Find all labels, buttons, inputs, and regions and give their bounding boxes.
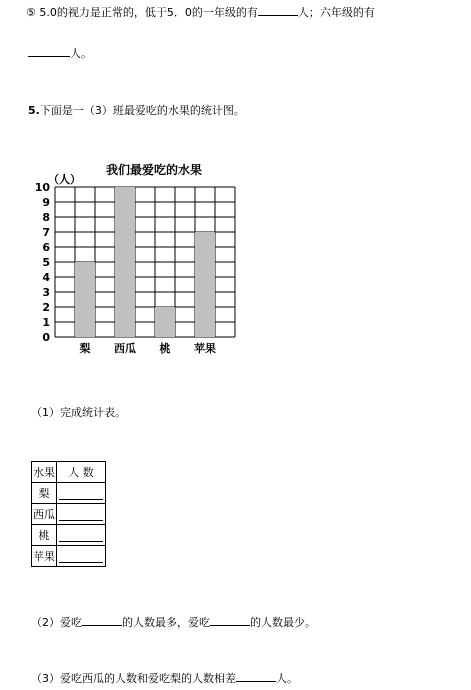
sub3-blank-diff[interactable] [236,672,276,682]
sub2-suffix: 的人数最少。 [250,616,316,629]
stats-row-input[interactable] [57,483,106,504]
problem5-text: 下面是一（3）班最爱吃的水果的统计图。 [39,104,245,117]
x-tick-label: 西瓜 [114,342,136,355]
chart-y-axis-label: （人） [48,173,81,186]
sub3-suffix: 人。 [276,672,298,685]
y-tick-label: 3 [42,286,50,299]
sub3-prefix: （3）爱吃西瓜的人数和爱吃梨的人数相差 [31,672,236,685]
stats-row-input[interactable] [57,546,106,567]
stats-header-count: 人 数 [57,462,106,483]
sub2-mid: 的人数最多，爱吃 [122,616,210,629]
chart-bar-桃 [155,307,175,337]
stats-row-input[interactable] [57,525,106,546]
q5-item-suffix: 人。 [70,47,92,60]
x-tick-label: 桃 [159,342,171,355]
y-tick-label: 4 [42,271,50,284]
sub2-line [31,614,316,630]
y-tick-label: 8 [42,211,50,224]
table-row [32,504,106,525]
chart-bar-梨 [75,262,95,337]
sub2-prefix: （2）爱吃 [31,616,82,629]
problem5-number: 5. [28,104,40,117]
sub1-line [31,404,126,420]
y-tick-label: 2 [42,301,50,314]
stats-header-row [32,462,106,483]
y-tick-label: 7 [42,226,50,239]
sub2-blank-least[interactable] [210,616,250,626]
chart-bar-西瓜 [115,187,135,337]
y-tick-label: 6 [42,241,50,254]
stats-row-label: 桃 [32,525,57,546]
y-tick-label: 1 [42,316,50,329]
q5-item-mid: 人；六年级的有 [297,6,375,19]
sub3-line [31,670,298,686]
stats-header-fruit: 水果 [32,462,57,483]
x-tick-label: 苹果 [194,342,216,355]
chart-title: 我们最爱吃的水果 [105,163,203,177]
stats-table [31,461,106,567]
stats-row-label: 西瓜 [32,504,57,525]
chart-x-ticks [80,341,217,355]
q5-item-prefix: ⑤ 5.0的视力是正常的，低于5．0的一年级的有 [26,6,258,19]
chart-y-ticks [35,181,51,344]
sub2-blank-most[interactable] [82,616,122,626]
sub1-text: （1）完成统计表。 [31,406,126,419]
y-tick-label: 9 [42,196,50,209]
stats-row-label: 苹果 [32,546,57,567]
y-tick-label: 5 [42,256,50,269]
y-tick-label: 0 [42,331,50,344]
y-tick-label: 10 [34,181,50,194]
table-row [32,483,106,504]
table-row [32,525,106,546]
stats-row-label: 梨 [32,483,57,504]
table-row [32,546,106,567]
chart-bar-苹果 [195,232,215,337]
stats-row-input[interactable] [57,504,106,525]
x-tick-label: 梨 [79,342,91,355]
